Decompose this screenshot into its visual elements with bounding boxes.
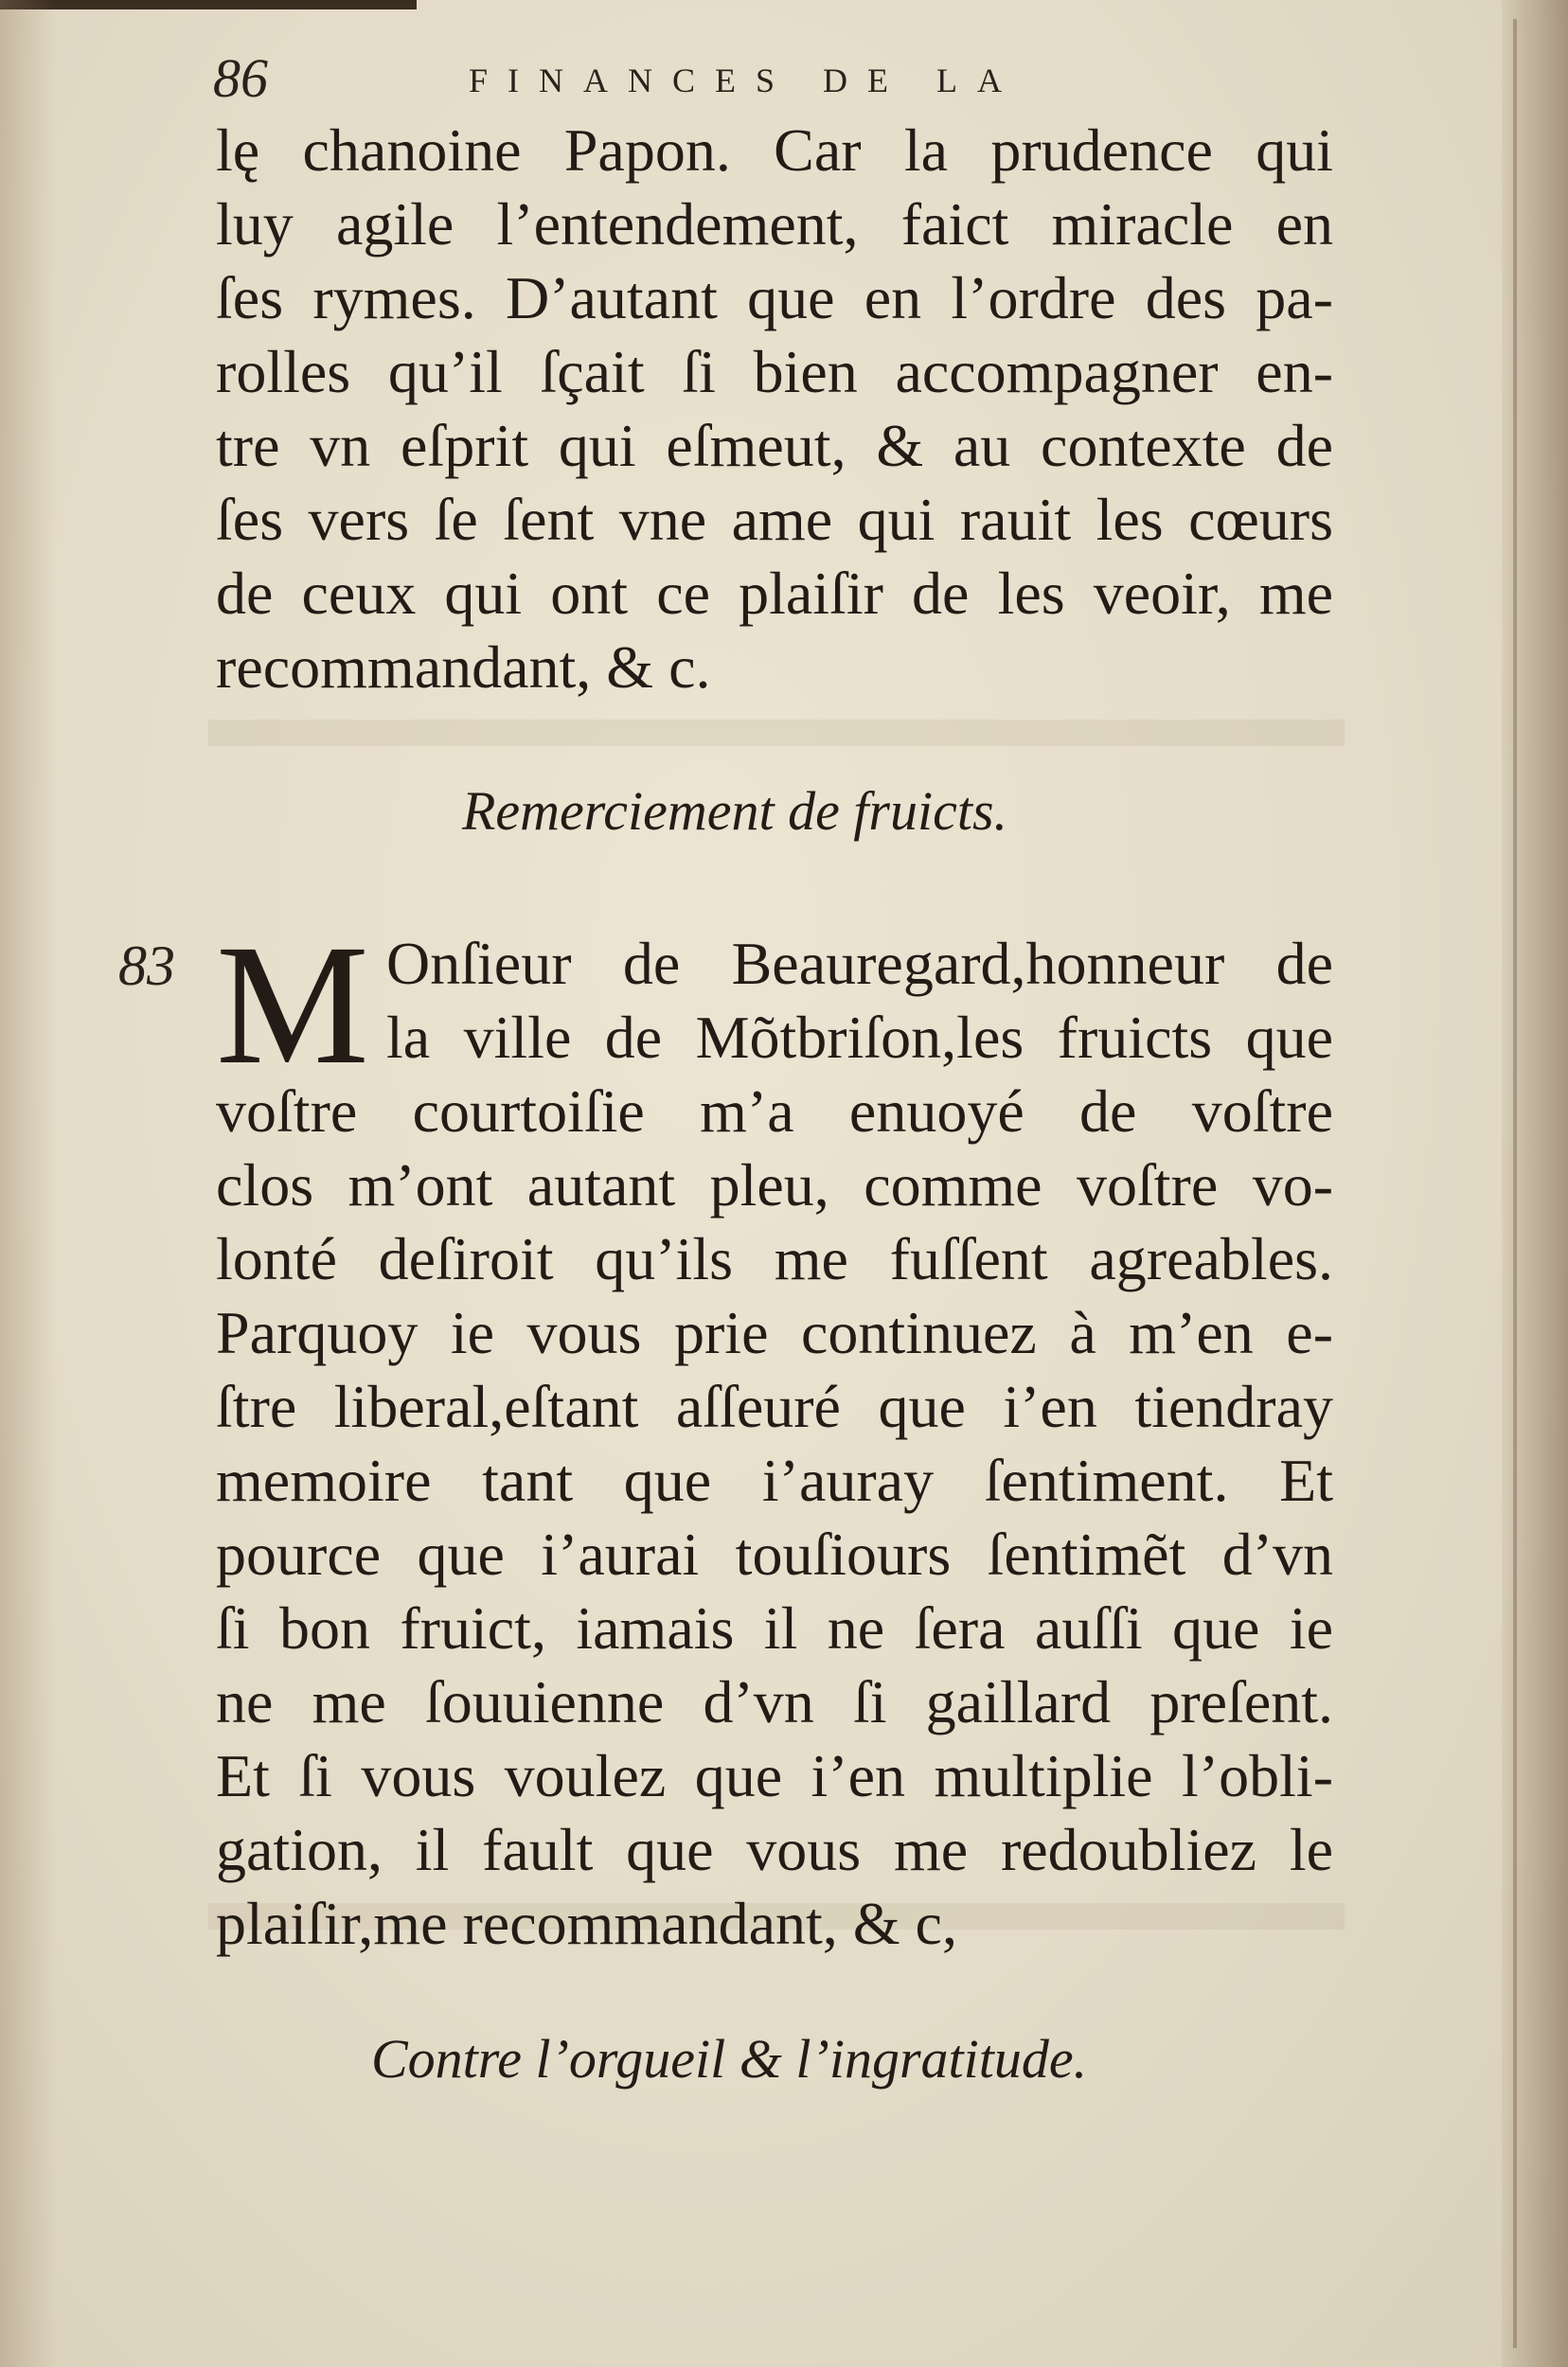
text-line: ſtre liberal,eſtant aſſeuré que i’en tiendray <box>216 1373 1333 1440</box>
text-line: memoire tant que i’auray ſentiment. Et <box>216 1447 1333 1514</box>
binding-line <box>1513 19 1517 2348</box>
text-line: pource que i’aurai touſiours ſentimẽt d’vn <box>216 1521 1333 1588</box>
text-line: recommandant, & c. <box>216 633 711 701</box>
paper-bleed-strip <box>208 720 1345 746</box>
letter-ending-text <box>216 114 1333 704</box>
text-line: ne me ſouuienne d’vn ſi gaillard preſent. <box>216 1668 1333 1735</box>
text-line: ſes rymes. D’autant que en l’ordre des pa- <box>216 264 1333 331</box>
text-line: clos m’ont autant pleu, comme voſtre vo- <box>216 1151 1333 1219</box>
text-line: de ceux qui ont ce plaiſir de les veoir, me <box>216 560 1333 627</box>
text-line: plaiſir,me recommandant, & c, <box>216 1890 957 1957</box>
section-heading: Remerciement de fruicts. <box>462 780 1008 842</box>
letter-number: 83 <box>118 934 175 997</box>
text-line: Parquoy ie vous prie continuez à m’en e- <box>216 1299 1333 1366</box>
text-line: lonté deſiroit qu’ils me fuſſent agreables. <box>216 1225 1333 1292</box>
text-line: lę chanoine Papon. Car la prudence qui <box>216 116 1333 184</box>
drop-cap: M <box>216 910 369 1100</box>
page-header <box>213 45 1330 112</box>
page-number: 86 <box>213 47 268 109</box>
running-head: FINANCES DE LA <box>469 62 1023 99</box>
text-line: rolles qu’il ſçait ſi bien accompagner en- <box>216 338 1333 405</box>
text-line: ſes vers ſe ſent vne ame qui rauit les cœurs <box>216 486 1333 553</box>
text-line: la ville de Mõtbriſon,les fruicts que <box>386 1004 1333 1071</box>
text-line: ſi bon fruict, iamais il ne ſera auſſi que ie <box>216 1594 1333 1662</box>
right-gutter-shadow <box>1502 0 1568 2367</box>
text-line: voſtre courtoiſie m’a enuoyé de voſtre <box>216 1077 1333 1145</box>
text-line: Onſieur de Beauregard,honneur de <box>386 930 1333 997</box>
text-line: tre vn eſprit qui eſmeut, & au contexte de <box>216 412 1333 479</box>
section-heading: Contre l’orgueil & l’ingratitude. <box>371 2028 1088 2090</box>
top-binding-edge <box>0 0 417 9</box>
letter-body <box>216 910 1333 1961</box>
text-line: luy agile l’entendement, faict miracle en <box>216 190 1333 258</box>
text-line: Et ſi vous voulez que i’en multiplie l’obli- <box>216 1742 1333 1809</box>
left-page-shadow <box>0 0 57 2367</box>
text-line: gation, il fault que vous me redoubliez le <box>216 1816 1333 1883</box>
